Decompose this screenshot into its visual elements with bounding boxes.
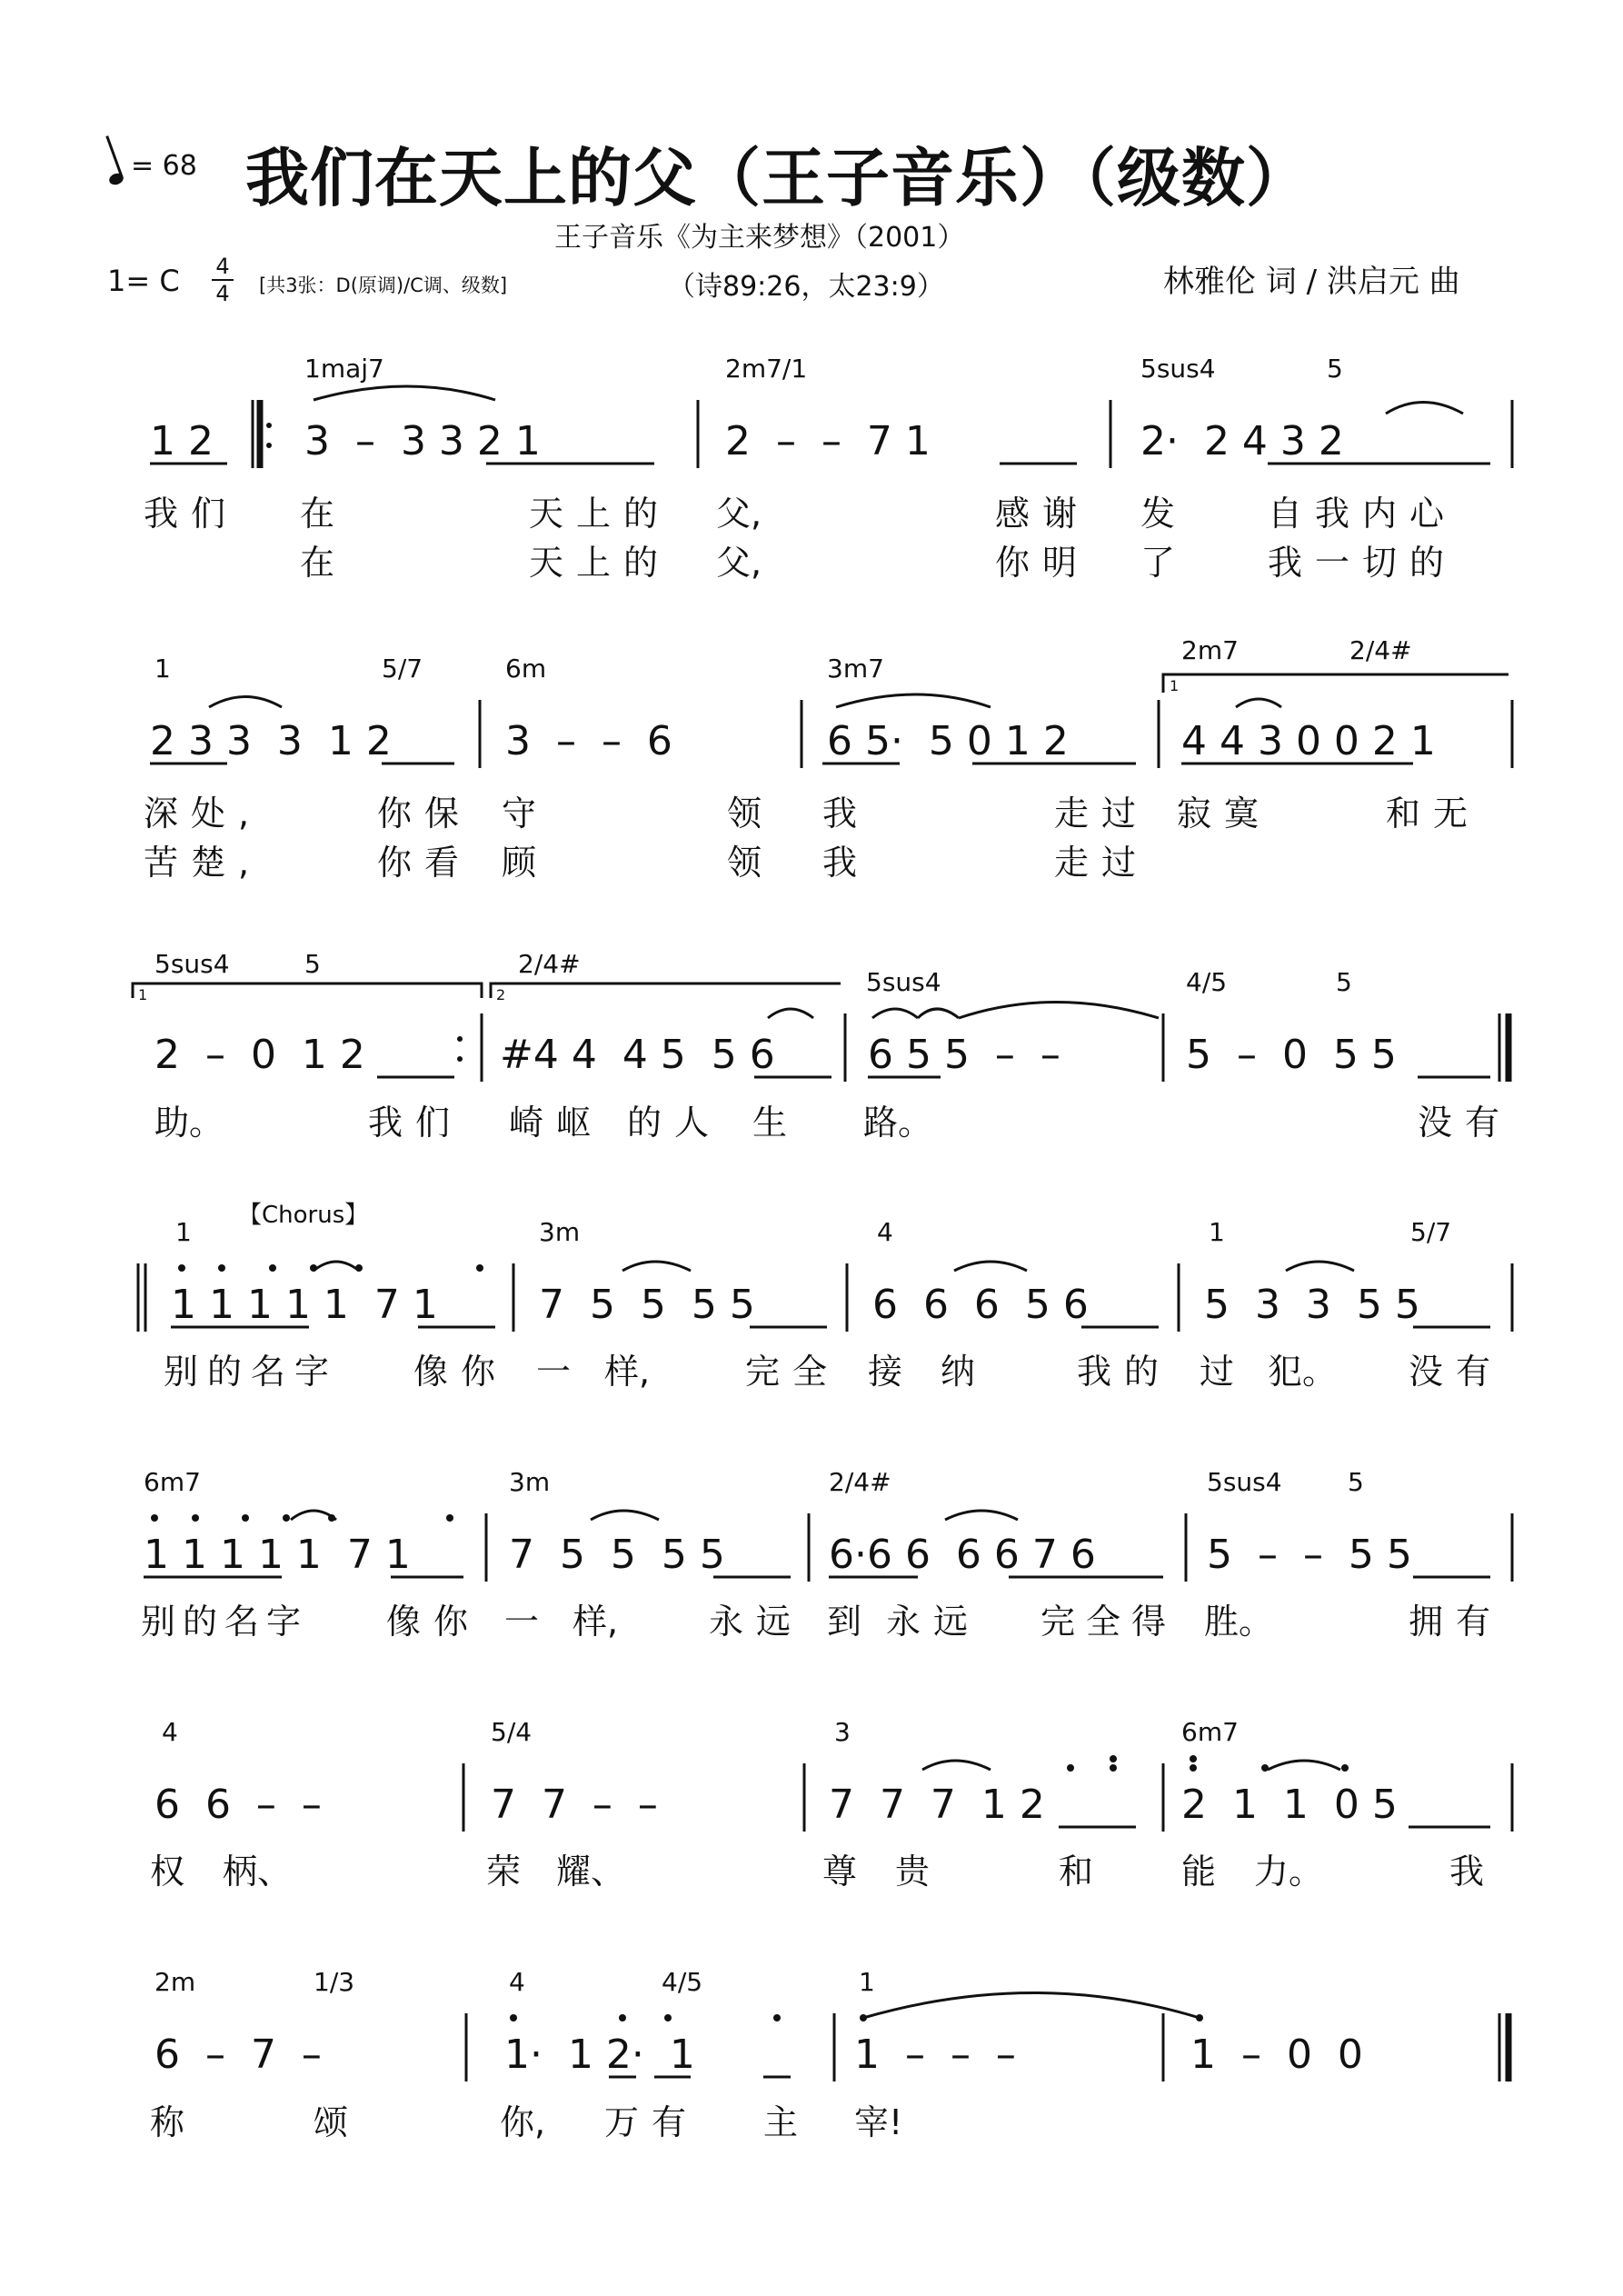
key-signature: 1= C	[107, 264, 180, 298]
lyric: 感谢	[995, 494, 1090, 534]
chord-label: 4/5	[662, 1967, 703, 1997]
scripture-reference: （诗89:26，太23:9）	[668, 271, 944, 303]
measure-notes: 2 – 0 1 2	[154, 1032, 365, 1078]
song-title: 我们在天上的父（王子音乐）（级数）	[245, 141, 1310, 215]
measure-notes: 1 1 1 1 1 7 1	[171, 1282, 438, 1328]
lyric: 永远	[709, 1602, 804, 1642]
system-7	[150, 1967, 1508, 2142]
chord-label: 5	[304, 949, 321, 979]
chord-label: 5/4	[491, 1717, 533, 1747]
measure-notes: 7 7 – –	[491, 1782, 658, 1828]
octave-dot	[773, 2014, 781, 2021]
lyric: 纳	[941, 1352, 976, 1392]
lyric: 路。	[863, 1103, 933, 1143]
system-4	[138, 1202, 1512, 1392]
lyric: 接	[868, 1352, 903, 1392]
lyric: 我们	[144, 494, 239, 534]
measure-notes: 3 – – 6	[505, 718, 672, 764]
octave-dot	[151, 1514, 158, 1522]
tempo-value: = 68	[131, 150, 197, 182]
chord-label: 1	[175, 1217, 192, 1247]
lyric: 你,	[500, 2102, 546, 2142]
time-signature-top: 4	[215, 254, 230, 279]
measure-notes: 2 1 1 0 5	[1181, 1782, 1398, 1828]
lyric: 柄、	[223, 1852, 293, 1892]
octave-dot	[1067, 1764, 1074, 1772]
lyric: 我的	[1077, 1352, 1172, 1392]
octave-dot	[283, 1514, 290, 1522]
lyric: 一	[504, 1602, 540, 1642]
chord-label: 2/4#	[829, 1467, 891, 1497]
chord-label: 3	[834, 1717, 851, 1747]
lyric: 我一切的	[1268, 543, 1458, 583]
lyric: 主	[763, 2102, 799, 2142]
version-note: [共3张：D(原调)/C调、级数]	[259, 275, 508, 296]
repeat-dot	[266, 423, 272, 428]
tie	[872, 1009, 918, 1018]
octave-dot	[446, 1514, 453, 1522]
tie	[314, 1262, 359, 1271]
lyric: 过	[1200, 1352, 1235, 1392]
lyric: 自我内心	[1268, 494, 1458, 534]
chord-label: 1	[1209, 1217, 1225, 1247]
chord-label: 5	[1336, 967, 1352, 997]
lyric: 深处,	[144, 794, 263, 834]
chord-label: 4	[162, 1717, 178, 1747]
measure-notes: 6 6 6 5 6	[872, 1282, 1089, 1328]
tie	[1386, 403, 1463, 414]
tie	[836, 694, 991, 707]
lyric: 你看	[377, 843, 473, 883]
lyric: 在	[300, 543, 335, 583]
lyric: 顾	[502, 843, 537, 883]
octave-dot	[1190, 1764, 1197, 1772]
tie	[945, 1511, 1018, 1520]
lyric: 完全得	[1041, 1602, 1178, 1642]
chord-label: 2/4#	[518, 949, 581, 979]
lyric: 能	[1181, 1852, 1217, 1892]
tie	[918, 1009, 959, 1018]
lyric: 苦楚,	[144, 843, 263, 883]
volta-bracket	[1163, 674, 1508, 693]
chord-label: 5sus4	[1207, 1467, 1282, 1497]
lyric: 到	[827, 1602, 862, 1642]
tie	[768, 1009, 813, 1018]
chord-label: 3m	[509, 1467, 551, 1497]
chord-label: 3m	[539, 1217, 581, 1247]
measure-notes: 1 2	[150, 418, 214, 464]
lyric: 没有	[1409, 1352, 1504, 1392]
measure-notes: 3 – 3 3 2 1	[304, 418, 541, 464]
measure-notes: 2 3 3 3 1 2	[150, 718, 392, 764]
octave-dot	[1190, 1755, 1197, 1762]
lyric: 别的名字	[164, 1352, 339, 1392]
octave-dot	[269, 1264, 276, 1272]
lyric: 领	[727, 794, 762, 834]
lyric: 天上的	[529, 494, 672, 534]
octave-dot	[178, 1264, 185, 1272]
lyric: 没有	[1418, 1103, 1513, 1143]
lyric: 了	[1140, 543, 1176, 583]
octave-dot	[860, 2014, 867, 2021]
ending-number: 2	[496, 986, 506, 1003]
octave-dot	[1261, 1764, 1269, 1772]
lyric: 胜。	[1204, 1602, 1274, 1642]
lyric: 别的名字	[141, 1602, 309, 1642]
lyric: 像你	[413, 1352, 509, 1392]
chord-label: 4	[877, 1217, 893, 1247]
lyric: 尊	[822, 1852, 858, 1892]
tie	[959, 1003, 1159, 1019]
chord-label: 1/3	[314, 1967, 355, 1997]
chord-label: 5/7	[1410, 1217, 1452, 1247]
volta-bracket	[133, 983, 482, 998]
measure-notes: 6 5 5 – –	[868, 1032, 1060, 1078]
chord-label: 2/4#	[1349, 635, 1412, 665]
chord-label: 6m7	[144, 1467, 201, 1497]
measure-notes: 5 3 3 5 5	[1204, 1282, 1420, 1328]
lyric: 的人	[627, 1103, 722, 1143]
measure-notes: 7 7 7 1 2	[829, 1782, 1045, 1828]
chord-label: 1	[859, 1967, 875, 1997]
lyric: 宰!	[854, 2102, 903, 2142]
lyric: 万有	[604, 2102, 700, 2142]
repeat-dot	[457, 1056, 463, 1062]
tie	[314, 386, 495, 400]
lyric: 守	[502, 794, 537, 834]
chord-label: 5sus4	[154, 949, 230, 979]
tie	[1268, 1761, 1340, 1770]
measure-notes: 6 5· 5 0 1 2	[827, 718, 1069, 764]
ending-number: 1	[1170, 677, 1180, 694]
lyric: 领	[727, 843, 762, 883]
measure-notes: 1 – 0 0	[1190, 2031, 1363, 2078]
lyric: 拥有	[1409, 1602, 1504, 1642]
lyric: 样,	[573, 1602, 619, 1642]
measure-notes: 2· 2 4 3 2	[1140, 418, 1344, 464]
ending-number: 1	[138, 986, 148, 1003]
measure-notes: 2 – – 7 1	[725, 418, 931, 464]
time-signature-bottom: 4	[215, 281, 230, 306]
lyric: 耀、	[556, 1852, 626, 1892]
octave-dot	[510, 2014, 517, 2021]
lyric: 像你	[386, 1602, 482, 1642]
lyric: 样,	[604, 1352, 651, 1392]
lyric: 我们	[368, 1103, 463, 1143]
system-5	[141, 1467, 1512, 1642]
volta-bracket	[491, 983, 841, 998]
tie	[622, 1262, 691, 1271]
lyric: 我	[822, 794, 858, 834]
octave-dot	[1110, 1764, 1117, 1772]
octave-dot	[476, 1264, 483, 1272]
measure-notes: 5 – 0 5 5	[1186, 1032, 1397, 1078]
lyric: 权	[150, 1852, 185, 1892]
measure-notes: 1· 1 2· 1	[504, 2031, 695, 2078]
measure-notes: 6 – 7 –	[154, 2031, 322, 2078]
lyric: 你明	[995, 543, 1090, 583]
tie	[209, 697, 282, 708]
octave-dot	[355, 1264, 363, 1272]
composer-credit: 林雅伦 词 / 洪启元 曲	[1163, 264, 1460, 300]
lyric: 走过	[1054, 843, 1150, 883]
octave-dot	[1196, 2014, 1203, 2021]
lyric: 我	[1449, 1852, 1485, 1892]
lyric: 寂寞	[1177, 794, 1272, 834]
system-2	[144, 635, 1512, 883]
lyric: 父,	[716, 494, 762, 534]
lyric: 和无	[1386, 794, 1481, 834]
lyric: 崎岖	[509, 1103, 604, 1143]
lyric: 你保	[377, 794, 473, 834]
chord-label: 6m	[505, 654, 547, 684]
measure-notes: 7 5 5 5 5	[539, 1282, 755, 1328]
lyric: 称	[150, 2102, 185, 2142]
octave-dot	[619, 2014, 626, 2021]
measure-notes: 6 6 – –	[154, 1782, 322, 1828]
chord-label: 2m7/1	[725, 354, 808, 384]
octave-dot	[192, 1514, 199, 1522]
lyric: 颂	[314, 2102, 349, 2142]
chord-label: 6m7	[1181, 1717, 1239, 1747]
tie	[863, 1993, 1200, 2019]
lyric: 在	[300, 494, 335, 534]
repeat-dot	[266, 443, 272, 448]
lyric: 永远	[886, 1602, 981, 1642]
chord-label: 5sus4	[1140, 354, 1216, 384]
lyric: 父,	[716, 543, 762, 583]
measure-notes: 1 1 1 1 1 7 1	[144, 1532, 411, 1578]
chord-label: 4/5	[1186, 967, 1228, 997]
lyric: 和	[1059, 1852, 1094, 1892]
tie	[954, 1262, 1027, 1271]
measure-notes: 5 – – 5 5	[1207, 1532, 1412, 1578]
system-6	[150, 1717, 1512, 1892]
chord-label: 5/7	[382, 654, 423, 684]
measure-notes: 4 4 3 0 0 2 1	[1181, 718, 1436, 764]
lyric: 犯。	[1268, 1352, 1338, 1392]
chord-label: 3m7	[827, 654, 884, 684]
chord-label: 2m7	[1181, 635, 1239, 665]
octave-dot	[242, 1514, 249, 1522]
chord-label: 1maj7	[304, 354, 384, 384]
octave-dot	[664, 2014, 672, 2021]
chorus-label: 【Chorus】	[238, 1202, 369, 1229]
measure-notes: 7 5 5 5 5	[509, 1532, 725, 1578]
lyric: 力。	[1254, 1852, 1324, 1892]
lyric: 荣	[486, 1852, 522, 1892]
system-3	[133, 949, 1512, 1143]
album-subtitle: 王子音乐《为主来梦想》（2001）	[554, 222, 965, 254]
system-1	[144, 354, 1512, 583]
lyric: 发	[1140, 494, 1176, 534]
measure-notes: #4 4 4 5 5 6	[500, 1032, 775, 1078]
lyric: 完全	[745, 1352, 841, 1392]
octave-dot	[310, 1264, 317, 1272]
octave-dot	[1341, 1764, 1349, 1772]
measure-notes: 6·6 6 6 6 7 6	[829, 1532, 1096, 1578]
octave-dot	[218, 1264, 225, 1272]
octave-dot	[1110, 1755, 1117, 1762]
repeat-dot	[457, 1036, 463, 1042]
lyric: 天上的	[529, 543, 672, 583]
lyric: 生	[752, 1103, 788, 1143]
tie	[591, 1511, 659, 1520]
lyric: 贵	[895, 1852, 931, 1892]
chord-label: 5	[1327, 354, 1343, 384]
chord-label: 5	[1348, 1467, 1364, 1497]
chord-label: 5sus4	[866, 967, 941, 997]
chord-label: 4	[509, 1967, 525, 1997]
tie	[1286, 1262, 1354, 1271]
measure-notes: 1 – – –	[854, 2031, 1016, 2078]
chord-label: 2m	[154, 1967, 196, 1997]
octave-dot	[328, 1514, 335, 1522]
chord-label: 1	[154, 654, 171, 684]
tie	[922, 1761, 991, 1770]
lyric: 一	[536, 1352, 572, 1392]
lyric: 助。	[154, 1103, 224, 1143]
lyric: 走过	[1054, 794, 1150, 834]
lyric: 我	[822, 843, 858, 883]
tie	[1236, 699, 1281, 707]
